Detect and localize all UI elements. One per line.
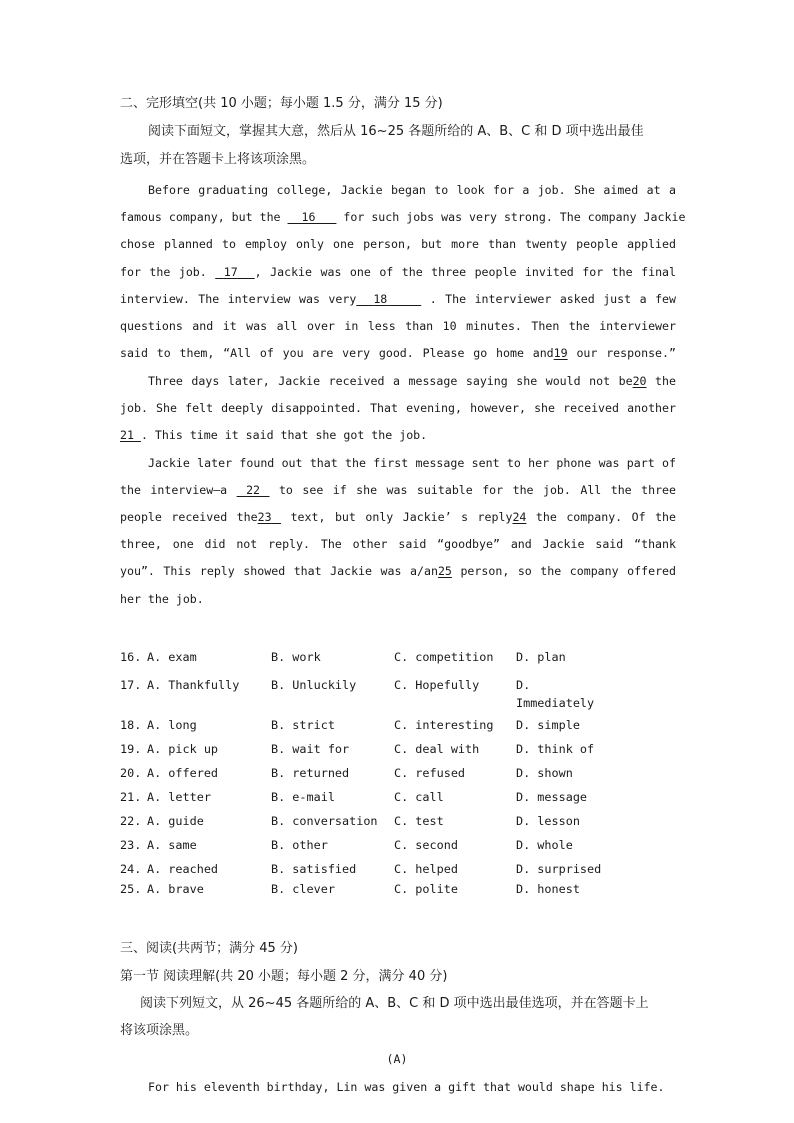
option-c[interactable]: C. polite: [394, 882, 458, 896]
passage-text: the interview—a: [120, 483, 228, 497]
option-d[interactable]: D. surprised: [516, 862, 602, 876]
option-d[interactable]: D. message: [516, 790, 588, 804]
option-b[interactable]: B. e-mail: [271, 790, 335, 804]
option-row-21: [120, 790, 680, 808]
option-row-17: [120, 678, 680, 714]
passage-line: [120, 209, 686, 225]
passage-line: chose planned to employ only one person, but more than twenty people applied: [120, 237, 676, 251]
option-a[interactable]: A. letter: [147, 790, 211, 804]
passage-line: [120, 264, 676, 280]
section2-instruction-line2: 选项，并在答题卡上将该项涂黑。: [120, 152, 316, 167]
option-d[interactable]: D. shown: [516, 766, 573, 780]
section3-instruction-line1: 阅读下列短文，从 26~45 各题所给的 A、B、C 和 D 项中选出最佳选项，并在答题卡上: [140, 996, 649, 1011]
question-number: 16.: [120, 650, 142, 664]
option-a[interactable]: A. offered: [147, 766, 219, 780]
passage-line: questions and it was all over in less than 10 minutes. Then the interviewer: [120, 319, 676, 333]
section2-heading: 二、完形填空(共 10 小题；每小题 1.5 分，满分 15 分): [120, 96, 443, 111]
passage-text: you”. This reply showed that Jackie was a/an: [120, 564, 438, 578]
option-b[interactable]: B. satisfied: [271, 862, 357, 876]
passage-line: [120, 345, 676, 361]
option-c[interactable]: C. call: [394, 790, 444, 804]
passage-text: text, but only Jackie’ s reply: [290, 510, 513, 524]
option-b[interactable]: B. work: [271, 650, 321, 664]
passage-text: for such jobs was very strong. The company Jackie: [343, 210, 686, 224]
passage-text: said to them, “All of you are very good. Please go home and: [120, 346, 554, 360]
option-a[interactable]: A. same: [147, 838, 197, 852]
option-c[interactable]: C. helped: [394, 862, 458, 876]
question-number: 17.: [120, 678, 142, 692]
option-d[interactable]: D. simple: [516, 718, 580, 732]
option-a[interactable]: A. brave: [147, 882, 204, 896]
option-a[interactable]: A. long: [147, 718, 197, 732]
section3-heading: 三、阅读(共两节；满分 45 分): [120, 941, 298, 956]
passage-text: Three days later, Jackie received a message saying she would not be: [148, 374, 633, 388]
passage-text: the: [655, 374, 676, 388]
passage-text: famous company, but the: [120, 210, 281, 224]
option-row-23: [120, 838, 680, 856]
option-d[interactable]: D.: [516, 678, 531, 692]
option-a[interactable]: A. pick up: [147, 742, 219, 756]
blank-22: 22: [246, 483, 261, 497]
question-number: 18.: [120, 718, 142, 732]
option-c[interactable]: C. test: [394, 814, 444, 828]
question-number: 22.: [120, 814, 142, 828]
passage-text: people received the: [120, 510, 258, 524]
option-row-16: [120, 650, 680, 668]
passage-line: [148, 373, 676, 389]
blank-17: 17: [223, 265, 238, 279]
option-d[interactable]: D. think of: [516, 742, 595, 756]
option-b[interactable]: B. returned: [271, 766, 350, 780]
passage-text: . The interviewer asked just a few: [429, 292, 677, 306]
blank-16: 16: [301, 210, 316, 224]
option-d[interactable]: D. honest: [516, 882, 580, 896]
option-c[interactable]: C. deal with: [394, 742, 480, 756]
passage-line: [120, 509, 676, 525]
option-b[interactable]: B. clever: [271, 882, 335, 896]
option-c[interactable]: C. Hopefully: [394, 678, 480, 692]
section3-instruction-line2: 将该项涂黑。: [120, 1023, 199, 1038]
blank-21: 21: [120, 428, 134, 442]
option-row-20: [120, 766, 680, 784]
blank-20: 20: [632, 374, 647, 388]
passage-text: interview. The interview was very: [120, 292, 357, 306]
option-row-25: [120, 882, 680, 900]
option-row-24: [120, 862, 680, 880]
passage-line: Before graduating college, Jackie began to look for a job. She aimed at a: [148, 183, 676, 197]
passage-text: our response.”: [576, 346, 676, 360]
option-row-19: [120, 742, 680, 760]
section2-instruction-line1: 阅读下面短文，掌握其大意，然后从 16~25 各题所给的 A、B、C 和 D 项中选出最佳: [148, 124, 644, 139]
option-c[interactable]: C. competition: [394, 650, 494, 664]
option-b[interactable]: B. Unluckily: [271, 678, 357, 692]
passage-a-first-line: For his eleventh birthday, Lin was given a gift that would shape his life.: [148, 1080, 665, 1094]
question-number: 19.: [120, 742, 142, 756]
blank-18: 18: [373, 292, 388, 306]
passage-text: . This time it said that she got the job.: [140, 428, 428, 442]
passage-text: person, so the company offered: [460, 564, 677, 578]
option-b[interactable]: B. strict: [271, 718, 335, 732]
option-d[interactable]: D. whole: [516, 838, 573, 852]
option-a[interactable]: A. guide: [147, 814, 204, 828]
option-d[interactable]: D. plan: [516, 650, 566, 664]
passage-text: the company. Of the: [535, 510, 677, 524]
option-d-continued[interactable]: Immediately: [516, 696, 595, 710]
passage-line: [120, 427, 676, 443]
passage-line: [120, 563, 676, 579]
option-a[interactable]: A. Thankfully: [147, 678, 240, 692]
blank-24: 24: [512, 510, 527, 524]
option-a[interactable]: A. exam: [147, 650, 197, 664]
passage-line: her the job.: [120, 592, 204, 606]
option-b[interactable]: B. other: [271, 838, 328, 852]
passage-line: Jackie later found out that the first message sent to her phone was part of: [148, 456, 676, 470]
passage-text: to see if she was suitable for the job. All the three: [278, 483, 677, 497]
question-number: 24.: [120, 862, 142, 876]
blank-19: 19: [553, 346, 568, 360]
option-c[interactable]: C. refused: [394, 766, 466, 780]
question-number: 21.: [120, 790, 142, 804]
option-b[interactable]: B. conversation: [271, 814, 378, 828]
option-c[interactable]: C. second: [394, 838, 458, 852]
passage-text: for the job.: [120, 265, 207, 279]
blank-25: 25: [437, 564, 452, 578]
option-b[interactable]: B. wait for: [271, 742, 350, 756]
section3-sub-heading: 第一节 阅读理解(共 20 小题；每小题 2 分，满分 40 分): [120, 969, 448, 984]
passage-line: [120, 482, 676, 498]
option-d[interactable]: D. lesson: [516, 814, 580, 828]
blank-23: 23: [257, 510, 272, 524]
question-number: 23.: [120, 838, 142, 852]
question-number: 20.: [120, 766, 142, 780]
option-a[interactable]: A. reached: [147, 862, 219, 876]
option-row-18: [120, 718, 680, 736]
option-c[interactable]: C. interesting: [394, 718, 494, 732]
passage-line: [120, 291, 676, 307]
option-row-22: [120, 814, 680, 832]
passage-text: , Jackie was one of the three people invited for the final: [254, 265, 677, 279]
question-number: 25.: [120, 882, 142, 896]
passage-line: three, one did not reply. The other said “goodbye” and Jackie said “thank: [120, 537, 676, 551]
passage-label: (A): [386, 1052, 408, 1066]
passage-line: job. She felt deeply disappointed. That evening, however, she received another: [120, 401, 676, 415]
